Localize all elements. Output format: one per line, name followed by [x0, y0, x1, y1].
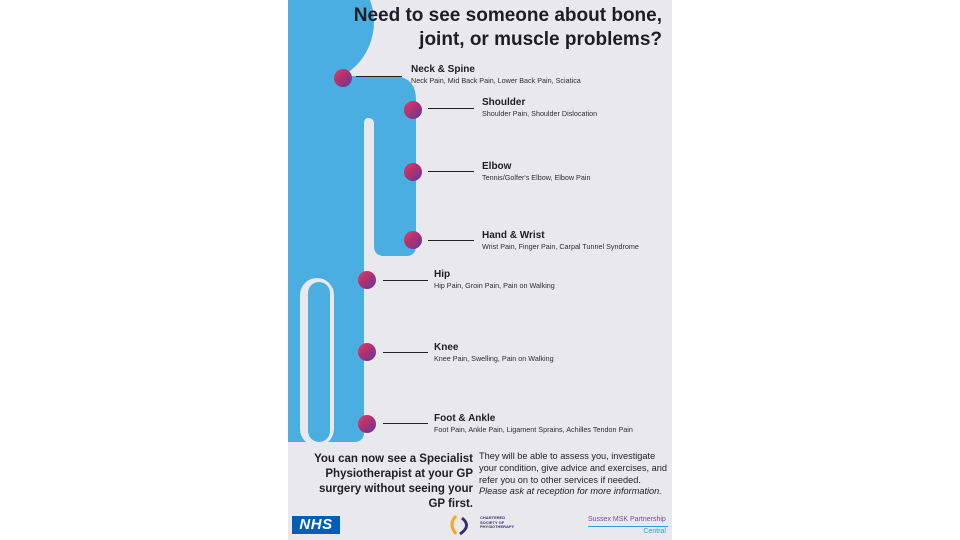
area-title: Shoulder [482, 97, 526, 108]
area-desc: Foot Pain, Ankle Pain, Ligament Sprains, Achilles Tendon Pain [434, 425, 633, 434]
poster [288, 0, 672, 540]
area-title: Hand & Wrist [482, 230, 545, 241]
foot-ankle-label [434, 413, 633, 435]
knee-label [434, 342, 554, 364]
foot-ankle-connector [383, 423, 428, 424]
area-title: Neck & Spine [411, 64, 475, 75]
area-desc: Wrist Pain, Finger Pain, Carpal Tunnel Syndrome [482, 242, 639, 251]
partner-logo-rule [588, 526, 668, 527]
shoulder-label [482, 97, 597, 119]
hip-marker [358, 271, 376, 289]
area-desc: Knee Pain, Swelling, Pain on Walking [434, 354, 554, 363]
nhs-logo: NHS [292, 516, 340, 534]
partner-logo-name: Sussex MSK Partnership [588, 516, 666, 523]
foot-ankle-marker [358, 415, 376, 433]
elbow-label [482, 161, 590, 183]
hand-wrist-marker [404, 231, 422, 249]
shoulder-marker [404, 101, 422, 119]
area-title: Hip [434, 269, 451, 280]
hand-wrist-connector [428, 240, 474, 241]
neck-spine-connector [356, 76, 402, 77]
shoulder-connector [428, 108, 474, 109]
bottom-headline: You can now see a Specialist Physiotherapist at your GP surgery without seeing your GP first. [314, 453, 473, 510]
knee-connector [383, 352, 428, 353]
neck-spine-label [411, 64, 581, 86]
figure-leg [308, 282, 330, 442]
hand-wrist-label [482, 230, 639, 252]
poster-title: Need to see someone about bone, joint, or muscle problems? [353, 5, 662, 50]
elbow-marker [404, 163, 422, 181]
area-title: Foot & Ankle [434, 413, 496, 424]
area-desc: Hip Pain, Groin Pain, Pain on Walking [434, 281, 555, 290]
area-desc: Tennis/Golfer's Elbow, Elbow Pain [482, 173, 591, 182]
csp-logo-icon [446, 514, 478, 536]
csp-logo-text: CHARTERED SOCIETY OF PHYSIOTHERAPY [480, 515, 515, 530]
elbow-connector [428, 171, 474, 172]
area-desc: Shoulder Pain, Shoulder Dislocation [482, 109, 598, 118]
bottom-body: They will be able to assess you, investigate your condition, give advice and exercises, and refer you on to other services if needed. [479, 451, 667, 485]
area-title: Elbow [482, 161, 512, 172]
neck-spine-marker [334, 69, 352, 87]
hip-connector [383, 280, 428, 281]
area-title: Knee [434, 342, 459, 353]
bottom-info [479, 451, 669, 498]
hip-label [434, 269, 555, 291]
area-desc: Neck Pain, Mid Back Pain, Lower Back Pain, Sciatica [411, 76, 581, 85]
knee-marker [358, 343, 376, 361]
bottom-ask: Please ask at reception for more information. [479, 486, 662, 497]
partner-logo-region: Central [643, 528, 666, 535]
